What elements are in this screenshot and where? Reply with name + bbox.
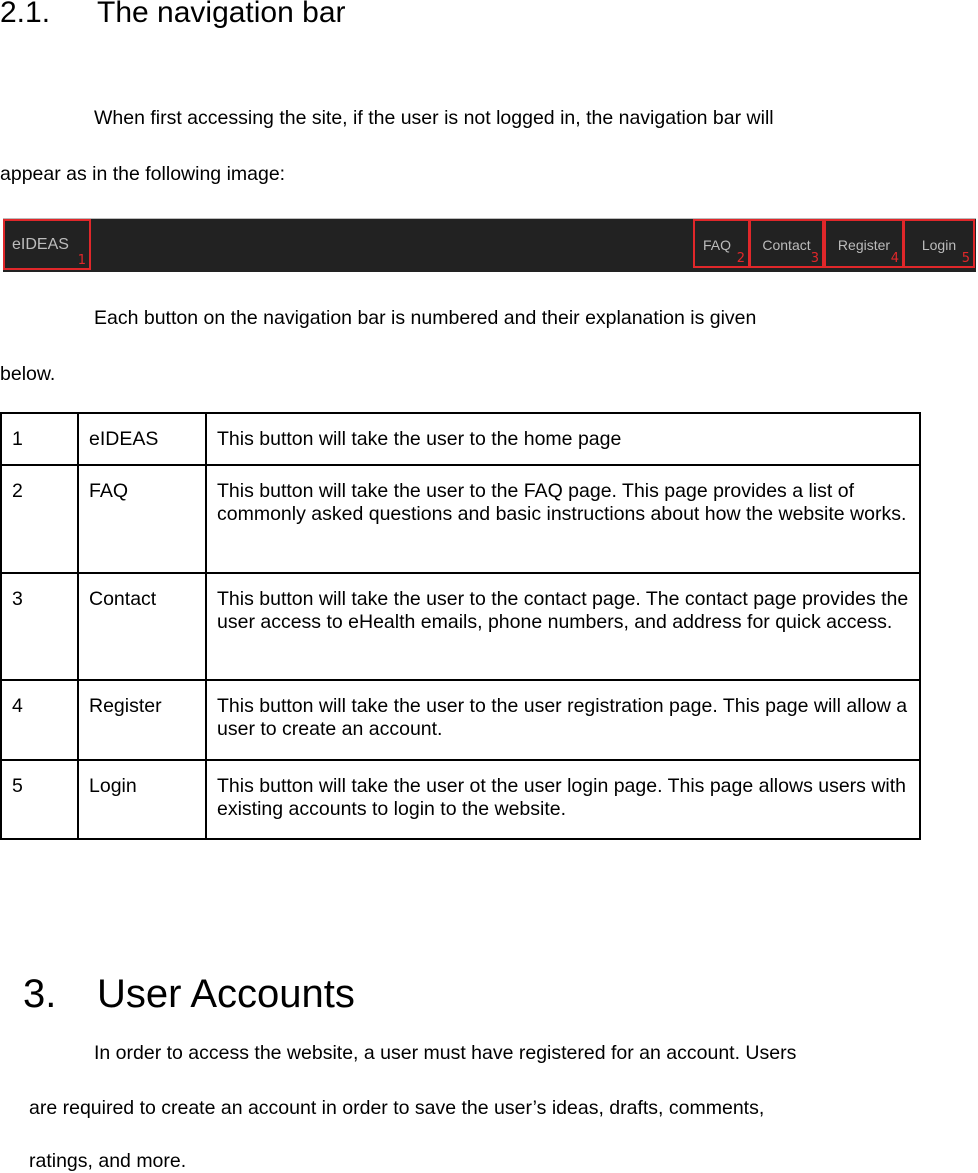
table-row [1,760,920,839]
nav-badge: 1 [77,253,86,268]
table-row [1,573,920,680]
table-row [1,680,920,760]
table-row [1,465,920,573]
nav-item-label: Contact [762,237,811,253]
row-number: 2 [1,465,78,573]
nav-item-faq[interactable] [693,219,750,268]
row-description: This button will take the user to the FAQ page. This page provides a list of commonly asked questions and basic instructions about how the website works. [206,465,920,573]
nav-item-login[interactable] [903,219,975,268]
row-description: This button will take the user to the home page [206,413,920,465]
row-description: This button will take the user to the contact page. The contact page provides the user access to eHealth emails, phone numbers, and address for quick access. [206,573,920,680]
accounts-paragraph-line-1: In order to access the website, a user must have registered for an account. Users [94,1042,797,1064]
nav-badge: 4 [890,251,899,266]
row-number: 3 [1,573,78,680]
nav-badge: 3 [810,251,819,266]
nav-brand-eideas[interactable] [3,219,91,270]
section-number: 2.1. [0,0,51,29]
after-paragraph-line-1: Each button on the navigation bar is numbered and their explanation is given [94,307,757,329]
navbar-screenshot [3,218,976,272]
row-button-name: Register [78,680,206,760]
section-title: User Accounts [97,972,355,1016]
nav-item-label: Register [837,237,891,253]
intro-paragraph-line-1: When first accessing the site, if the user is not logged in, the navigation bar will [94,107,774,129]
section-title: The navigation bar [97,0,346,29]
row-button-name: FAQ [78,465,206,573]
section-heading-3 [23,972,355,1017]
intro-paragraph-line-2: appear as in the following image: [0,163,286,185]
nav-item-label: Login [921,237,957,253]
row-number: 4 [1,680,78,760]
row-description: This button will take the user to the user registration page. This page will allow a user to create an account. [206,680,920,760]
nav-badge: 5 [961,251,970,266]
nav-item-contact[interactable] [749,219,824,268]
row-button-name: eIDEAS [78,413,206,465]
row-button-name: Login [78,760,206,839]
section-heading-2-1 [0,0,346,28]
accounts-paragraph-line-2: are required to create an account in order to save the user’s ideas, drafts, comments, [29,1097,765,1119]
section-number: 3. [23,972,57,1016]
navbar-buttons-table [0,412,921,840]
row-button-name: Contact [78,573,206,680]
nav-item-register[interactable] [824,219,904,268]
after-paragraph-line-2: below. [0,363,56,385]
row-description: This button will take the user ot the user login page. This page allows users with existing accounts to login to the website. [206,760,920,839]
nav-brand-label: eIDEAS [12,236,69,253]
table-row [1,413,920,465]
nav-badge: 2 [736,251,745,266]
row-number: 5 [1,760,78,839]
accounts-paragraph-line-3: ratings, and more. [29,1150,187,1172]
nav-item-label: FAQ [703,237,732,253]
row-number: 1 [1,413,78,465]
